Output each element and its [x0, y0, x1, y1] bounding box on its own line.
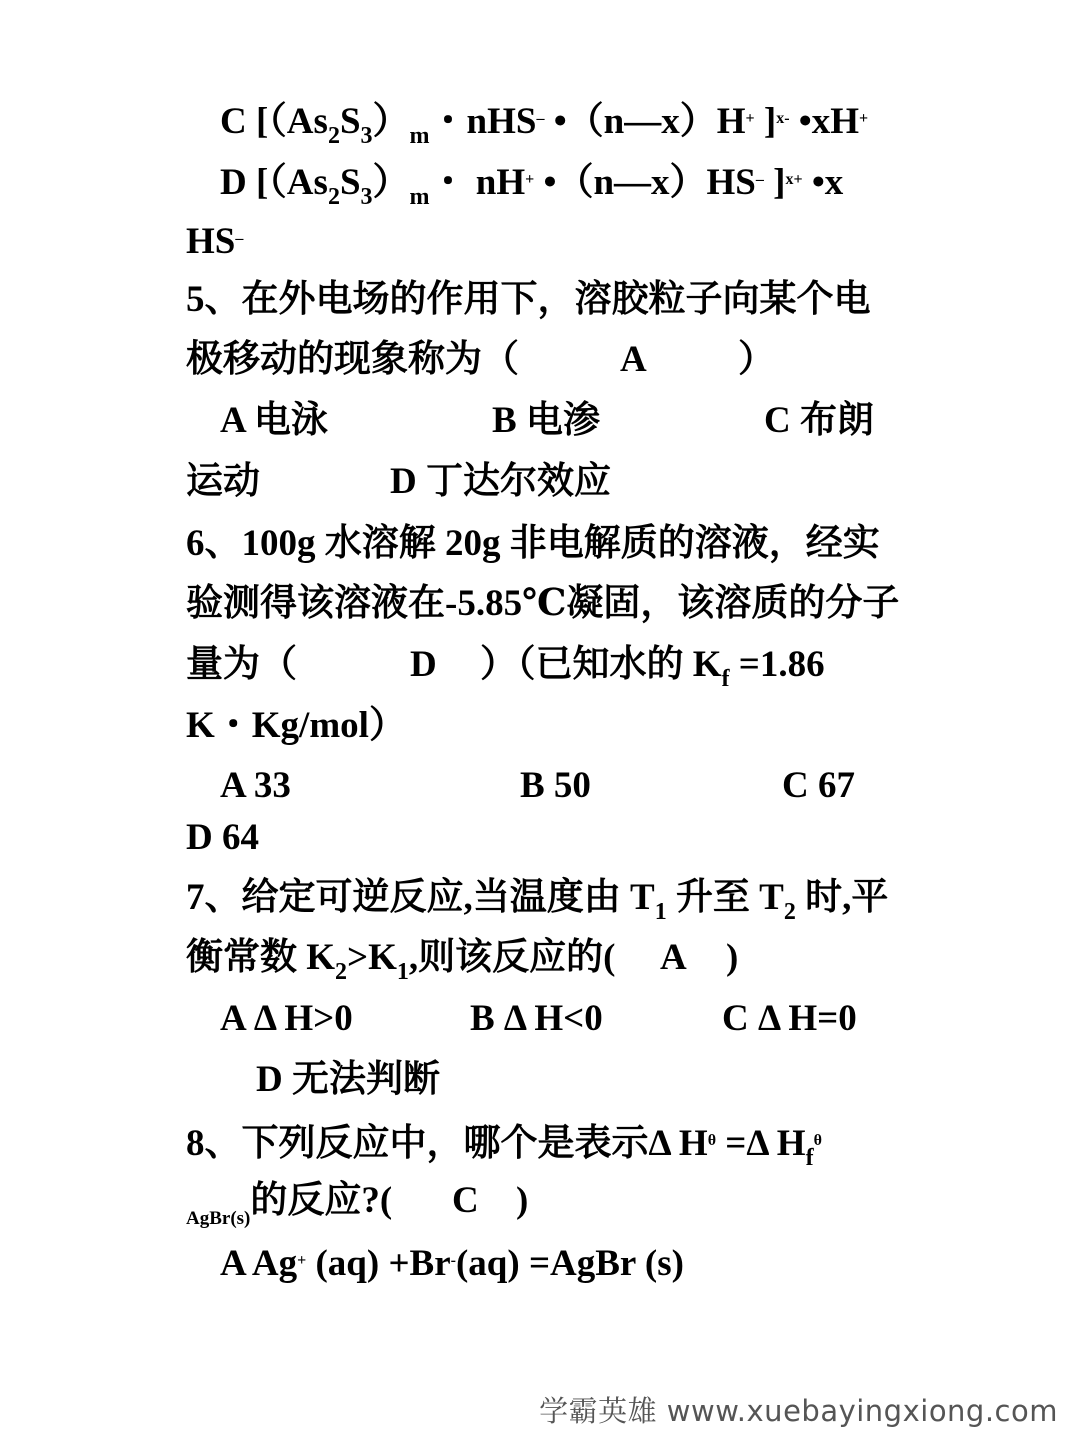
q4-option-c: C [$(As_2S_3)_m$・nHS– •（n—x）H+ ]$^{x-}$ •xH+: [220, 101, 869, 149]
q5-option-d: D 丁达尔效应: [390, 461, 611, 502]
q8-option-a: A Ag+ (aq) +Br-(aq) =AgBr (s): [220, 1243, 684, 1284]
q7-option-b: B Δ H<0: [470, 998, 603, 1039]
q6-option-c: C 67: [782, 765, 855, 806]
q5-option-c: C 布朗: [764, 400, 874, 441]
q5-option-b: B 电渗: [492, 400, 600, 441]
q6-stem-line2: 验测得该溶液在-5.85℃凝固，该溶质的分子: [186, 583, 900, 624]
q6-stem-line3: 量为（ D ）（已知水的 $K_f =1.86$: [186, 644, 825, 692]
q7-option-d: D 无法判断: [256, 1059, 440, 1100]
q6-option-d: D 64: [186, 817, 259, 858]
q6-option-b: B 50: [520, 765, 591, 806]
q7-option-c: C Δ H=0: [722, 998, 857, 1039]
q6-answer: D: [410, 644, 437, 685]
q4-option-d: D [$(As_2S_3)_m$・ nH+ •（n—x）HS– ]$^{x+}$ •x: [220, 162, 844, 210]
q4-option-d-continued: HS–: [186, 221, 244, 262]
q5-stem-line2: 极移动的现象称为（ A ）: [186, 337, 519, 383]
q8-answer: C: [452, 1180, 479, 1221]
watermark: 学霸英雄 www.xuebayingxiong.com: [539, 1394, 1058, 1428]
q6-stem-line1: 6、100g 水溶解 20g 非电解质的溶液，经实: [186, 523, 880, 564]
q5-stem-line1: 5、在外电场的作用下，溶胶粒子向某个电: [186, 279, 871, 320]
q6-stem-line4: K・Kg/mol）: [186, 705, 406, 746]
q7-answer: A: [660, 937, 687, 978]
q7-option-a: A Δ H>0: [220, 998, 353, 1039]
q5-option-c-continued: 运动: [186, 461, 260, 502]
q6-option-a: A 33: [220, 765, 291, 806]
q8-stem-line1: 8、下列反应中，哪个是表示Δ $H^\theta =\Delta$ $H_f^\theta$: [186, 1123, 822, 1171]
q7-stem-line1: 7、给定可逆反应,当温度由 $T_1$ 升至 $T_2$ 时,平: [186, 877, 889, 925]
q8-stem-line2: $_{AgBr(s)}$的反应?( C ): [186, 1180, 529, 1229]
q5-option-a: A 电泳: [220, 400, 328, 441]
q7-stem-line2: 衡常数 $K_2>K_1$,则该反应的( A ): [186, 937, 739, 985]
q5-answer: A: [620, 339, 647, 380]
